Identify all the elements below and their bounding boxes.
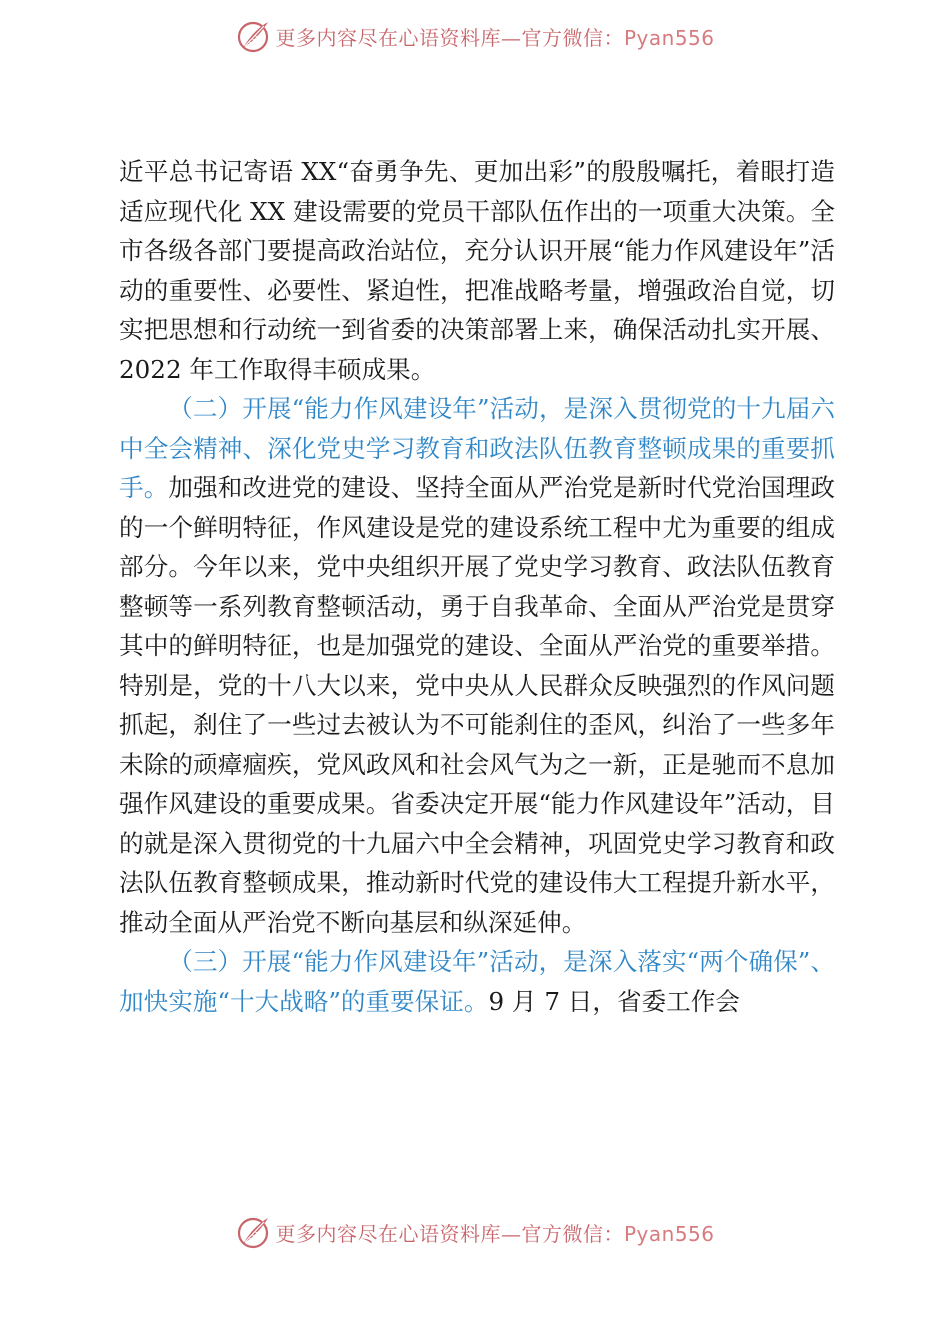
paragraph-1 [119, 152, 835, 389]
header-watermark-banner [0, 14, 950, 58]
feather-logo-icon [235, 18, 271, 54]
paragraph-2-heading: （二）开展“能力作风建设年”活动，是深入贯彻党的十九届六中全会精神、深化党史学习教育和政法队伍教育整顿成果的重要抓手。 [119, 394, 835, 502]
document-body [119, 152, 835, 1021]
watermark-text [275, 1218, 714, 1247]
paragraph-2 [119, 389, 835, 942]
paragraph-3-text: 9 月 7 日，省委工作会 [488, 986, 740, 1016]
watermark-main-text: 更多内容尽在心语资料库—官方微信： [275, 1221, 624, 1246]
paragraph-2-text: 加强和改进党的建设、坚持全面从严治党是新时代党治国理政的一个鲜明特征，作风建设是党的建设系统工程中尤为重要的组成部分。今年以来，党中央组织开展了党史学习教育、政法队伍教育整顿等一系列教育整顿活动，勇于自我革命、全面从严治党是贯穿其中的鲜明特征，也是加强党的建设、全面从严治党的重要举措。特别是，党的十八大以来，党中央从人民群众反映强烈的作风问题抓起，刹住了一些过去被认为不可能刹住的歪风，纠治了一些多年未除的顽瘴痼疾，党风政风和社会风气为之一新，正是驰而不息加强作风建设的重要成果。省委决定开展“能力作风建设年”活动，目的就是深入贯彻党的十九届六中全会精神，巩固党史学习教育和政法队伍教育整顿成果，推动新时代党的建设伟大工程提升新水平，推动全面从严治党不断向基层和纵深延伸。 [119, 473, 835, 937]
footer-watermark-banner [0, 1210, 950, 1254]
paragraph-3-heading: （三）开展“能力作风建设年”活动，是深入落实“两个确保”、加快实施“十大战略”的重要保证。 [119, 947, 835, 1016]
watermark-main-text: 更多内容尽在心语资料库—官方微信： [275, 25, 624, 50]
watermark-text [275, 22, 714, 51]
feather-logo-icon [235, 1214, 271, 1250]
paragraph-3 [119, 942, 835, 1021]
paragraph-1-text: 近平总书记寄语 XX“奋勇争先、更加出彩”的殷殷嘱托，着眼打造适应现代化 XX 建设需要的党员干部队伍作出的一项重大决策。全市各级各部门要提高政治站位，充分认识开展“能力作风建设年”活动的重要性、必要性、紧迫性，把准战略考量，增强政治自觉，切实把思想和行动统一到省委的决策部署上来，确保活动扎实开展、2022 年工作取得丰硕成果。 [119, 157, 835, 384]
watermark-wechat-id: Pyan556 [623, 25, 715, 50]
watermark-wechat-id: Pyan556 [623, 1221, 715, 1246]
